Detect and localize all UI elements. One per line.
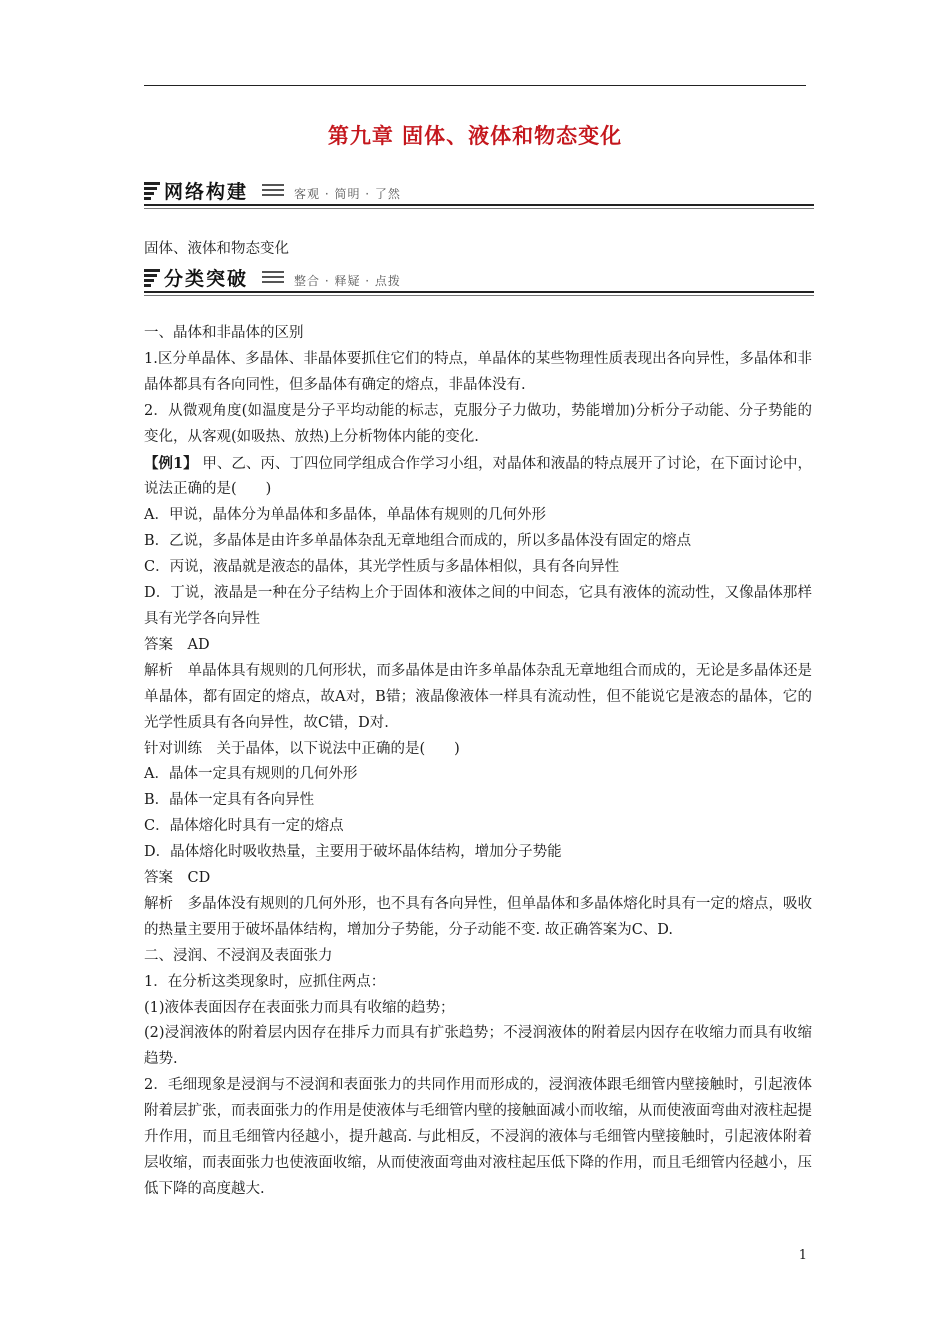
stripes-decoration-icon [262,271,284,289]
practice-question: 针对训练 关于晶体，以下说法中正确的是( ) [144,740,460,757]
heading-crystal-vs-amorphous: 一、晶体和非晶体的区别 [144,325,304,341]
option-a: A．晶体一定具有规则的几何外形 [144,766,358,783]
stripes-decoration-icon [144,182,160,202]
answer: 答案 AD [144,636,210,653]
option-c: C．丙说，液晶就是液态的晶体，其光学性质与多晶体相似，具有各向异性 [144,559,620,576]
answer: 答案 CD [144,870,211,887]
paragraph: 2．毛细现象是浸润与不浸润和表面张力的共同作用而形成的，浸润液体跟毛细管内壁接触时，引起液体附着层扩张，而表面张力的作用是使液体与毛细管内壁的接触面减小而收缩，从而使液面弯曲对液柱起提升作用，而且毛细管内径越小，提升越高. 与此相反，不浸润的液体与毛细管内壁接触时，引起液体附着层收缩，而表面张力也使液面收缩，从而使液面弯曲对液柱起压低下降的作用，而且毛细管内径越小，压低下降的高度越大. [144,1077,812,1197]
analysis: 解析 单晶体具有规则的几何形状，而多晶体是由许多单晶体杂乱无章地组合而成的，无论是多晶体还是单晶体，都有固定的熔点，故A对，B错；液晶像液体一样具有流动性，但不能说它是液态的晶体，它的光学性质具有各向异性，故C错，D对. [144,662,812,731]
option-d: D．晶体熔化时吸收热量，主要用于破坏晶体结构，增加分子势能 [144,844,562,861]
paragraph: 2．从微观角度(如温度是分子平均动能的标志，克服分子力做功，势能增加)分析分子动能、分子势能的变化，从客观(如吸热、放热)上分析物体内能的变化. [144,402,812,445]
example-stem: 甲、乙、丙、丁四位同学组成合作学习小组，对晶体和液晶的特点展开了讨论，在下面讨论中，说法正确的是( ) [144,455,813,498]
section-subtitle: 整合 · 释疑 · 点拨 [294,274,401,288]
chapter-title: 第九章 固体、液体和物态变化 [327,123,623,148]
page-number [0,1248,950,1263]
option-b: B．乙说，多晶体是由许多单晶体杂乱无章地组合而成的，所以多晶体没有固定的熔点 [144,533,692,550]
top-rule [144,85,806,86]
page-number-text: 1 [798,1248,807,1263]
section-rule-thin [144,295,814,296]
option-a: A．甲说，晶体分为单晶体和多晶体，单晶体有规则的几何外形 [144,507,546,524]
document-body [144,321,812,1203]
option-c: C．晶体熔化时具有一定的熔点 [144,818,344,835]
section-rule-thin [144,208,814,209]
stripes-decoration-icon [144,269,160,289]
example-tag: 【例1】 [144,454,198,472]
analysis: 解析 多晶体没有规则的几何外形，也不具有各向异性，但单晶体和多晶体熔化时具有一定的熔点，吸收的热量主要用于破坏晶体结构，增加分子势能，分子动能不变. 故正确答案为C、D. [144,895,812,938]
section-heading: 网络构建 [164,181,249,203]
option-d: D．丁说，液晶是一种在分子结构上介于固体和液体之间的中间态，它具有液体的流动性，又像晶体那样具有光学各向异性 [144,585,812,627]
section-heading: 分类突破 [164,268,249,290]
heading-wetting: 二、浸润、不浸润及表面张力 [144,947,333,964]
section-header-classify [144,263,814,293]
paragraph: (1)液体表面因存在表面张力而具有收缩的趋势； [144,999,455,1016]
stripes-decoration-icon [262,184,284,202]
section-header-network [144,176,814,206]
paragraph: (2)浸润液体的附着层内因存在排斥力而具有扩张趋势；不浸润液体的附着层内因存在收缩力而具有收缩趋势. [144,1025,812,1068]
paragraph: 1.区分单晶体、多晶体、非晶体要抓住它们的特点，单晶体的某些物理性质表现出各向异性，多晶体和非晶体都具有各向同性，但多晶体有确定的熔点，非晶体没有. [144,350,812,393]
option-b: B．晶体一定具有各向异性 [144,792,315,809]
network-caption: 固体、液体和物态变化 [144,241,289,257]
section-subtitle: 客观 · 简明 · 了然 [294,187,401,201]
paragraph: 1．在分析这类现象时，应抓住两点： [144,973,386,990]
section-rule [144,204,814,206]
section-rule [144,291,814,293]
example-question [144,451,812,504]
